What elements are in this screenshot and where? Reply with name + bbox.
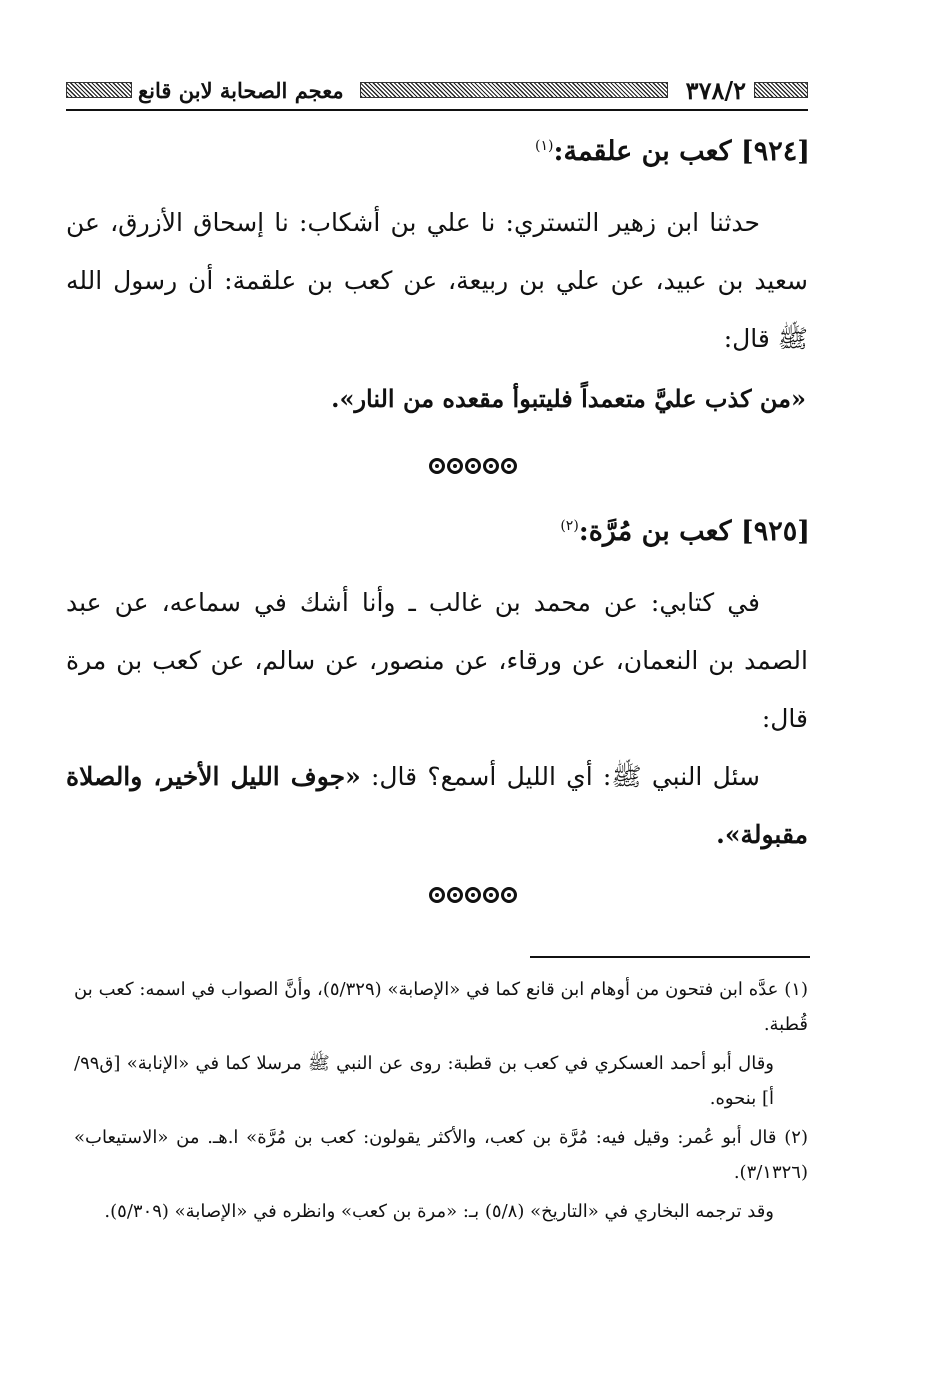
hadith-text: «من كذب عليَّ متعمداً فليتبوأ مقعده من النار». <box>331 384 806 413</box>
entry-heading-924 <box>535 136 810 167</box>
entry-925-body <box>66 574 808 748</box>
isnad-paragraph: حدثنا ابن زهير التستري: نا علي بن أشكاب: نا إسحاق الأزرق، عن سعيد بن عبيد، عن علي بن ربيعة، عن كعب بن علقمة: أن رسول الله ﷺ قال: <box>66 208 808 353</box>
footnote-ref: (١) <box>535 138 554 154</box>
section-separator <box>0 884 946 908</box>
footnote-1-continuation: وقال أبو أحمد العسكري في كعب بن قطبة: روى عن النبي ﷺ مرسلا كما في «الإنابة» [ق٩٩/ أ] بنحوه. <box>74 1053 774 1109</box>
separator-ornament <box>429 458 445 474</box>
entry-925-matn <box>66 748 808 864</box>
separator-ornament <box>465 458 481 474</box>
separator-ornament <box>483 887 499 903</box>
header-rule <box>66 109 808 111</box>
book-title: معجم الصحابة لابن قانع <box>138 77 344 103</box>
footnote-2: (٢) قال أبو عُمر: وقيل فيه: مُرَّة بن كعب، والأكثر يقولون: كعب بن مُرَّة» ا.هـ. من «الاستيعاب» (٣/١٣٢٦). <box>74 1127 808 1183</box>
footnote-2-continuation: وقد ترجمه البخاري في «التاريخ» (٥/٨) بـ: «مرة بن كعب» وانظره في «الإصابة» (٥/٣٠٩). <box>104 1201 774 1222</box>
entry-heading-text: [٩٢٤] كعب بن علقمة: <box>553 136 810 167</box>
entry-924-body <box>66 194 808 368</box>
running-header <box>66 72 808 108</box>
separator-ornament <box>501 887 517 903</box>
separator-ornament <box>501 458 517 474</box>
footnote-rule <box>530 956 810 958</box>
answer-text: «جوف الليل الأخير، والصلاة مقبولة». <box>66 762 808 849</box>
footnote-1: (١) عدَّه ابن فتحون من أوهام ابن قانع كما في «الإصابة» (٥/٣٢٩)، وأنَّ الصواب في اسمه: كعب بن قُطبة. <box>74 979 808 1035</box>
isnad-paragraph: في كتابي: عن محمد بن غالب ـ وأنا أشك في سماعه، عن عبد الصمد بن النعمان، عن ورقاء، عن منصور، عن سالم، عن كعب بن مرة قال: <box>66 588 808 733</box>
separator-ornament <box>447 458 463 474</box>
footnote-ref: (٢) <box>560 518 579 534</box>
header-ornament-right <box>754 82 808 98</box>
question-text: سئل النبي ﷺ: أي الليل أسمع؟ قال: <box>370 762 761 791</box>
header-ornament-left <box>66 82 132 98</box>
separator-ornament <box>465 887 481 903</box>
footnotes <box>74 972 808 1233</box>
entry-heading-925 <box>560 516 810 547</box>
separator-ornament <box>429 887 445 903</box>
separator-ornament <box>483 458 499 474</box>
page-number: ٣٧٨/٢ <box>685 75 746 105</box>
entry-heading-text: [٩٢٥] كعب بن مُرَّة: <box>578 516 810 547</box>
header-ornament-middle <box>360 82 668 98</box>
section-separator <box>0 455 946 479</box>
separator-ornament <box>447 887 463 903</box>
matn-paragraph <box>66 748 808 864</box>
